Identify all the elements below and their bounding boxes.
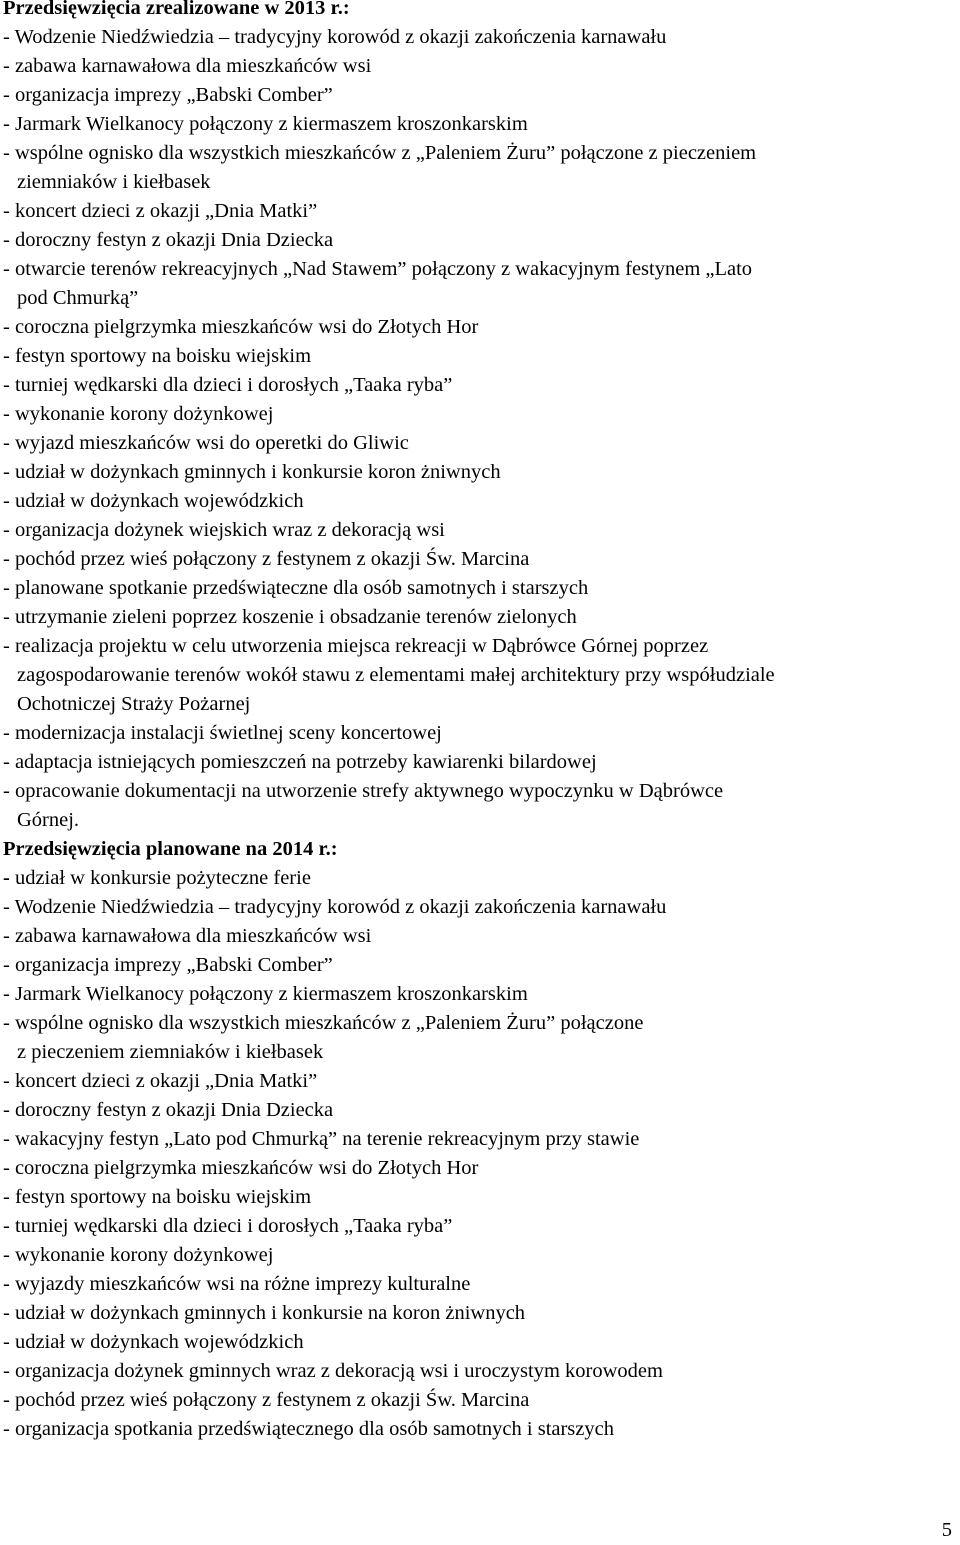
list-item: - coroczna pielgrzymka mieszkańców wsi do Złotych Hor [3,1157,479,1179]
list-item-continuation: pod Chmurką” [17,287,139,309]
list-item [3,864,957,893]
list-item: - wyjazdy mieszkańców wsi na różne imprezy kulturalne [3,1273,471,1295]
document-body [3,0,957,1444]
list-item: - planowane spotkanie przedświąteczne dla osób samotnych i starszych [3,577,589,599]
list-item: - wyjazd mieszkańców wsi do operetki do Gliwic [3,432,409,454]
list-item: - Wodzenie Niedźwiedzia – tradycyjny korowód z okazji zakończenia karnawału [3,26,667,48]
list-item-continuation: zagospodarowanie terenów wokół stawu z elementami małej architektury przy współudziale [17,664,775,686]
list-item: - opracowanie dokumentacji na utworzenie strefy aktywnego wypoczynku w Dąbrówce [3,780,724,802]
list-item: - utrzymanie zieleni poprzez koszenie i obsadzanie terenów zielonych [3,606,577,628]
list-item: - Wodzenie Niedźwiedzia – tradycyjny korowód z okazji zakończenia karnawału [3,896,667,918]
list-item: - wykonanie korony dożynkowej [3,1244,274,1266]
list-item: - organizacja imprezy „Babski Comber” [3,84,333,106]
list-item: - modernizacja instalacji świetlnej sceny koncertowej [3,722,442,744]
list-item: - pochód przez wieś połączony z festynem z okazji Św. Marcina [3,1389,530,1411]
list-item: - Jarmark Wielkanocy połączony z kiermaszem kroszonkarskim [3,983,528,1005]
list-item: - coroczna pielgrzymka mieszkańców wsi do Złotych Hor [3,316,479,338]
list-item: - organizacja dożynek wiejskich wraz z dekoracją wsi [3,519,445,541]
list-item: - pochód przez wieś połączony z festynem z okazji Św. Marcina [3,548,530,570]
list-item: - zabawa karnawałowa dla mieszkańców wsi [3,55,372,77]
list-item: - koncert dzieci z okazji „Dnia Matki” [3,200,318,222]
list-item: - festyn sportowy na boisku wiejskim [3,1186,312,1208]
list-item-continuation: z pieczeniem ziemniaków i kiełbasek [17,1041,324,1063]
list-item: - realizacja projektu w celu utworzenia miejsca rekreacji w Dąbrówce Górnej poprzez [3,635,709,657]
section-2014-list [3,864,957,1444]
list-item: - Jarmark Wielkanocy połączony z kiermaszem kroszonkarskim [3,113,528,135]
list-item: - wykonanie korony dożynkowej [3,403,274,425]
page-number: 5 [941,1519,952,1541]
list-item: - otwarcie terenów rekreacyjnych „Nad Stawem” połączony z wakacyjnym festynem „Lato [3,258,753,280]
list-item: - koncert dzieci z okazji „Dnia Matki” [3,1070,318,1092]
list-item: - udział w dożynkach wojewódzkich [3,1331,304,1353]
list-item: - organizacja spotkania przedświątecznego dla osób samotnych i starszych [3,1418,614,1440]
list-item: - festyn sportowy na boisku wiejskim [3,345,312,367]
list-item-text: udział w konkursie pożyteczne ferie [9,867,311,889]
list-item-continuation: Ochotniczej Straży Pożarnej [17,693,251,715]
list-item: - adaptacja istniejących pomieszczeń na potrzeby kawiarenki bilardowej [3,751,597,773]
list-item: - organizacja dożynek gminnych wraz z dekoracją wsi i uroczystym korowodem [3,1360,663,1382]
list-item: - udział w dożynkach wojewódzkich [3,490,304,512]
list-item: - udział w dożynkach gminnych i konkursie na koron żniwnych [3,1302,526,1324]
list-item-continuation: Górnej. [17,809,80,831]
list-item: - zabawa karnawałowa dla mieszkańców wsi [3,925,372,947]
list-item: - turniej wędkarski dla dzieci i dorosłych „Taaka ryba” [3,1215,453,1237]
section-2013-list [3,23,957,835]
list-item: - doroczny festyn z okazji Dnia Dziecka [3,1099,334,1121]
list-item: - wakacyjny festyn „Lato pod Chmurką” na terenie rekreacyjnym przy stawie [3,1128,640,1150]
list-item: - wspólne ognisko dla wszystkich mieszkańców z „Paleniem Żuru” połączone z pieczeniem [3,142,757,164]
section-2014-heading: Przedsięwzięcia planowane na 2014 r.: [3,838,338,860]
list-item: - turniej wędkarski dla dzieci i dorosłych „Taaka ryba” [3,374,453,396]
list-item: - doroczny festyn z okazji Dnia Dziecka [3,229,334,251]
list-item: - wspólne ognisko dla wszystkich mieszkańców z „Paleniem Żuru” połączone [3,1012,644,1034]
list-item: - udział w dożynkach gminnych i konkursie koron żniwnych [3,461,501,483]
bold-dash: - [3,867,10,889]
list-item: - organizacja imprezy „Babski Comber” [3,954,333,976]
list-item-continuation: ziemniaków i kiełbasek [17,171,211,193]
section-2013-heading: Przedsięwzięcia zrealizowane w 2013 r.: [3,0,350,19]
